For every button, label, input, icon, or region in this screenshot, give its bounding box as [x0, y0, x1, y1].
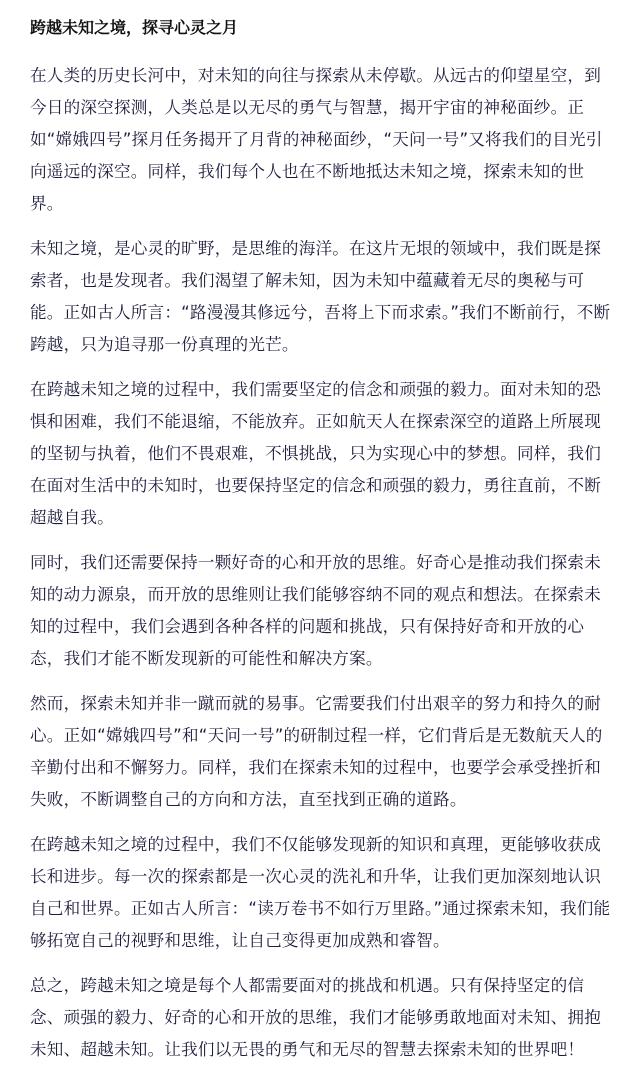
paragraph: 然而，探索未知并非一蹴而就的易事。它需要我们付出艰辛的努力和持久的耐心。正如“嫦娥四号”和“天问一号”的研制过程一样，它们背后是无数航天人的辛勤付出和不懈努力。同样，我们在探索未知的过程中，也要学会承受挫折和失败，不断调整自己的方向和方法，直至找到正确的道路。	[30, 694, 603, 809]
paragraph: 在跨越未知之境的过程中，我们不仅能够发现新的知识和真理，更能够收获成长和进步。每一次的探索都是一次心灵的洗礼和升华，让我们更加深刻地认识自己和世界。正如古人所言：“读万卷书不如行万里路。”通过探索未知，我们能够拓宽自己的视野和思维，让自己变得更加成熟和睿智。	[30, 835, 611, 950]
paragraph: 同时，我们还需要保持一颗好奇的心和开放的思维。好奇心是推动我们探索未知的动力源泉，而开放的思维则让我们能够容纳不同的观点和想法。在探索未知的过程中，我们会遇到各种各样的问题和挑战，只有保持好奇和开放的心态，我们才能不断发现新的可能性和解决方案。	[30, 553, 601, 668]
article-title: 跨越未知之境，探寻心灵之月	[30, 18, 239, 37]
paragraph: 在人类的历史长河中，对未知的向往与探索从未停歇。从远古的仰望星空，到今日的深空探测，人类总是以无尽的勇气与智慧，揭开宇宙的神秘面纱。正如“嫦娥四号”探月任务揭开了月背的神秘面纱，“天问一号”又将我们的目光引向遥远的深空。同样，我们每个人也在不断地抵达未知之境，探索未知的世界。	[30, 66, 603, 213]
article	[30, 14, 612, 1079]
paragraph: 总之，跨越未知之境是每个人都需要面对的挑战和机遇。只有保持坚定的信念、顽强的毅力、好奇的心和开放的思维，我们才能够勇敢地面对未知、拥抱未知、超越未知。让我们以无畏的勇气和无尽的智慧去探索未知的世界吧！	[30, 976, 601, 1059]
paragraph: 未知之境，是心灵的旷野，是思维的海洋。在这片无垠的领域中，我们既是探索者，也是发现者。我们渴望了解未知，因为未知中蕴藏着无尽的奥秘与可能。正如古人所言：“路漫漫其修远兮，吾将上下而求索。”我们不断前行，不断跨越，只为追寻那一份真理的光芒。	[30, 239, 611, 354]
paragraph: 在跨越未知之境的过程中，我们需要坚定的信念和顽强的毅力。面对未知的恐惧和困难，我们不能退缩，不能放弃。正如航天人在探索深空的道路上所展现的坚韧与执着，他们不畏艰难，不惧挑战，只为实现心中的梦想。同样，我们在面对生活中的未知时，也要保持坚定的信念和顽强的毅力，勇往直前，不断超越自我。	[30, 380, 601, 527]
